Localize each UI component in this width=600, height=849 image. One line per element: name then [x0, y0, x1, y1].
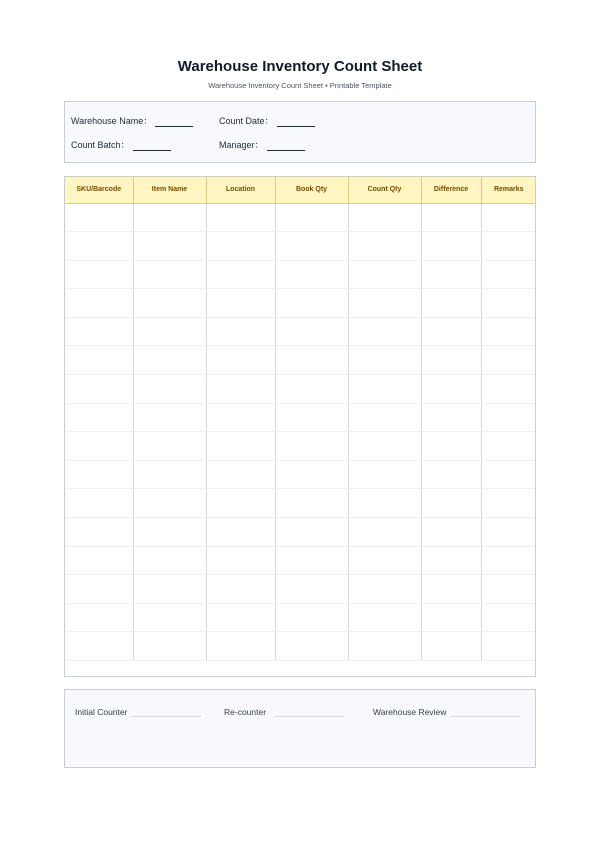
table-cell[interactable] [481, 432, 536, 461]
table-cell[interactable] [348, 546, 421, 575]
table-cell[interactable] [206, 289, 275, 318]
table-row [65, 289, 536, 318]
table-cell[interactable] [275, 460, 348, 489]
initial-counter-field[interactable] [75, 707, 201, 717]
page-subtitle: Warehouse Inventory Count Sheet • Printable Template [208, 81, 392, 90]
table-cell[interactable] [275, 432, 348, 461]
table-row [65, 346, 536, 375]
table-cell[interactable] [421, 632, 481, 661]
count-batch-field[interactable] [71, 138, 171, 151]
table-cell[interactable] [348, 603, 421, 632]
table-row [65, 432, 536, 461]
table-cell[interactable] [348, 460, 421, 489]
table-cell[interactable] [481, 632, 536, 661]
table-cell[interactable] [421, 375, 481, 404]
count-date-label: Count Date： [219, 116, 274, 126]
table-cell[interactable] [275, 603, 348, 632]
table-cell[interactable] [65, 403, 133, 432]
table-cell[interactable] [481, 460, 536, 489]
table-cell[interactable] [133, 375, 206, 404]
table-cell[interactable] [275, 289, 348, 318]
warehouse-review-label: Warehouse Review [373, 707, 447, 717]
table-cell[interactable] [206, 632, 275, 661]
table-cell[interactable] [206, 403, 275, 432]
table-cell[interactable] [275, 317, 348, 346]
table-row [65, 546, 536, 575]
table-cell[interactable] [348, 317, 421, 346]
table-cell[interactable] [275, 403, 348, 432]
table-cell[interactable] [421, 260, 481, 289]
table-cell[interactable] [133, 289, 206, 318]
column-header-remarks: Remarks [481, 177, 536, 203]
table-cell[interactable] [275, 203, 348, 232]
warehouse-review-signature-line[interactable] [450, 709, 520, 717]
table-cell[interactable] [348, 632, 421, 661]
inventory-table-container [64, 176, 536, 677]
table-cell[interactable] [481, 546, 536, 575]
initial-counter-signature-line[interactable] [131, 709, 201, 717]
table-cell[interactable] [133, 603, 206, 632]
table-cell[interactable] [421, 432, 481, 461]
column-header-item-name: Item Name [133, 177, 206, 203]
table-cell[interactable] [481, 260, 536, 289]
table-cell[interactable] [275, 632, 348, 661]
table-cell[interactable] [481, 289, 536, 318]
table-row [65, 632, 536, 661]
table-cell[interactable] [133, 260, 206, 289]
table-cell[interactable] [65, 260, 133, 289]
column-header-book-qty: Book Qty [275, 177, 348, 203]
table-row [65, 260, 536, 289]
table-cell[interactable] [65, 575, 133, 604]
table-cell[interactable] [481, 375, 536, 404]
table-cell[interactable] [348, 575, 421, 604]
table-cell[interactable] [206, 346, 275, 375]
inventory-table [65, 177, 536, 661]
table-row [65, 518, 536, 547]
table-cell[interactable] [275, 489, 348, 518]
count-date-field[interactable] [219, 114, 315, 127]
table-cell[interactable] [133, 460, 206, 489]
table-cell[interactable] [275, 518, 348, 547]
table-cell[interactable] [133, 489, 206, 518]
column-header-difference: Difference [421, 177, 481, 203]
re-counter-label: Re-counter [224, 707, 267, 717]
table-cell[interactable] [421, 317, 481, 346]
table-row [65, 203, 536, 232]
table-cell[interactable] [206, 518, 275, 547]
table-cell[interactable] [421, 603, 481, 632]
table-cell[interactable] [65, 289, 133, 318]
table-cell[interactable] [133, 518, 206, 547]
manager-field[interactable] [219, 138, 305, 151]
table-cell[interactable] [421, 232, 481, 261]
column-header-location: Location [206, 177, 275, 203]
initial-counter-label: Initial Counter [75, 707, 128, 717]
count-batch-blank[interactable] [133, 142, 171, 151]
table-cell[interactable] [133, 432, 206, 461]
table-row [65, 232, 536, 261]
table-cell[interactable] [481, 518, 536, 547]
table-cell[interactable] [481, 317, 536, 346]
table-cell[interactable] [65, 546, 133, 575]
table-cell[interactable] [133, 317, 206, 346]
table-cell[interactable] [481, 575, 536, 604]
table-cell[interactable] [348, 346, 421, 375]
table-cell[interactable] [133, 232, 206, 261]
table-cell[interactable] [421, 203, 481, 232]
table-cell[interactable] [65, 632, 133, 661]
table-row [65, 375, 536, 404]
table-cell[interactable] [275, 232, 348, 261]
table-cell[interactable] [133, 346, 206, 375]
table-cell[interactable] [206, 232, 275, 261]
table-cell[interactable] [133, 546, 206, 575]
table-cell[interactable] [421, 575, 481, 604]
table-body [65, 203, 536, 661]
table-cell[interactable] [348, 489, 421, 518]
table-cell[interactable] [275, 260, 348, 289]
table-cell[interactable] [206, 460, 275, 489]
table-cell[interactable] [481, 403, 536, 432]
signature-section [64, 689, 536, 768]
table-cell[interactable] [65, 518, 133, 547]
table-cell[interactable] [133, 575, 206, 604]
table-cell[interactable] [348, 260, 421, 289]
table-cell[interactable] [275, 575, 348, 604]
table-cell[interactable] [348, 403, 421, 432]
table-row [65, 575, 536, 604]
table-cell[interactable] [481, 489, 536, 518]
table-cell[interactable] [348, 375, 421, 404]
re-counter-signature-line[interactable] [274, 709, 344, 717]
table-cell[interactable] [65, 489, 133, 518]
table-cell[interactable] [206, 432, 275, 461]
table-cell[interactable] [421, 518, 481, 547]
table-cell[interactable] [348, 203, 421, 232]
table-cell[interactable] [206, 575, 275, 604]
table-cell[interactable] [275, 546, 348, 575]
table-cell[interactable] [421, 489, 481, 518]
table-cell[interactable] [348, 232, 421, 261]
table-cell[interactable] [133, 403, 206, 432]
table-cell[interactable] [348, 518, 421, 547]
warehouse-name-label: Warehouse Name： [71, 116, 153, 126]
column-header-count-qty: Count Qty [348, 177, 421, 203]
table-row [65, 603, 536, 632]
table-cell[interactable] [206, 260, 275, 289]
table-cell[interactable] [348, 289, 421, 318]
table-cell[interactable] [421, 460, 481, 489]
table-row [65, 460, 536, 489]
table-cell[interactable] [206, 489, 275, 518]
table-cell[interactable] [65, 232, 133, 261]
warehouse-name-blank[interactable] [155, 118, 193, 127]
manager-blank[interactable] [267, 142, 305, 151]
table-row [65, 403, 536, 432]
info-section [64, 101, 536, 163]
warehouse-name-field[interactable] [71, 114, 193, 127]
table-cell[interactable] [481, 603, 536, 632]
table-cell[interactable] [65, 203, 133, 232]
column-header-sku: SKU/Barcode [65, 177, 133, 203]
table-cell[interactable] [421, 289, 481, 318]
table-cell[interactable] [65, 432, 133, 461]
warehouse-review-field[interactable] [373, 707, 520, 717]
manager-label: Manager： [219, 140, 264, 150]
table-row [65, 317, 536, 346]
table-cell[interactable] [206, 203, 275, 232]
table-cell[interactable] [481, 346, 536, 375]
table-cell[interactable] [275, 375, 348, 404]
table-cell[interactable] [421, 546, 481, 575]
table-cell[interactable] [206, 317, 275, 346]
table-cell[interactable] [206, 603, 275, 632]
count-batch-label: Count Batch： [71, 140, 130, 150]
re-counter-field[interactable] [224, 707, 344, 717]
table-cell[interactable] [275, 346, 348, 375]
table-cell[interactable] [481, 232, 536, 261]
table-cell[interactable] [421, 403, 481, 432]
table-cell[interactable] [206, 546, 275, 575]
table-cell[interactable] [133, 203, 206, 232]
table-cell[interactable] [65, 603, 133, 632]
count-date-blank[interactable] [277, 118, 315, 127]
table-header-row [65, 177, 536, 203]
page-title: Warehouse Inventory Count Sheet [177, 58, 423, 75]
table-cell[interactable] [133, 632, 206, 661]
table-cell[interactable] [348, 432, 421, 461]
table-cell[interactable] [206, 375, 275, 404]
table-cell[interactable] [421, 346, 481, 375]
table-cell[interactable] [65, 346, 133, 375]
table-cell[interactable] [65, 317, 133, 346]
table-cell[interactable] [65, 375, 133, 404]
table-row [65, 489, 536, 518]
table-cell[interactable] [65, 460, 133, 489]
table-cell[interactable] [481, 203, 536, 232]
